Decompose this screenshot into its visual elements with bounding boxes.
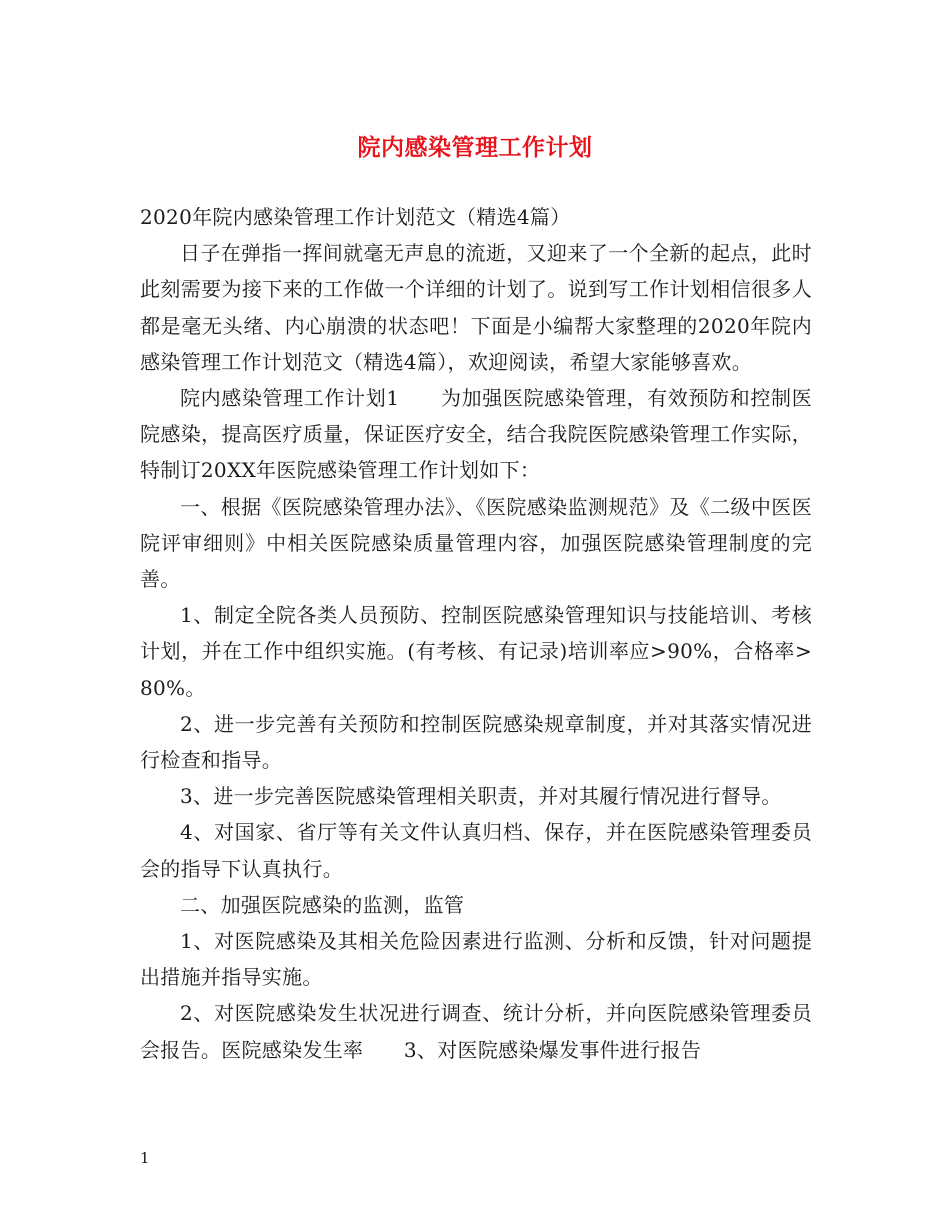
- document-body: [140, 199, 812, 1068]
- document-title: 院内感染管理工作计划: [357, 134, 593, 161]
- paragraph: 3、进一步完善医院感染管理相关职责，并对其履行情况进行督导。: [180, 784, 782, 809]
- paragraph: 院内感染管理工作计划1 为加强医院感染管理，有效预防和控制医院感染，提高医疗质量，保证医疗安全，结合我院医院感染管理工作实际，特制订20XX年医院感染管理工作计划如下：: [140, 386, 812, 483]
- paragraph: 2、进一步完善有关预防和控制医院感染规章制度，并对其落实情况进行检查和指导。: [140, 711, 812, 773]
- paragraph: 2、对医院感染发生状况进行调查、统计分析，并向医院感染管理委员会报告。医院感染发生率 3、对医院感染爆发事件进行报告: [140, 1001, 812, 1062]
- paragraph: 一、根据《医院感染管理办法》、《医院感染监测规范》及《二级中医医院评审细则》中相关医院感染质量管理内容，加强医院感染管理制度的完善。: [140, 494, 812, 592]
- document-subtitle: 2020年院内感染管理工作计划范文（精选4篇）: [140, 205, 571, 229]
- paragraph: 4、对国家、省厅等有关文件认真归档、保存，并在医院感染管理委员会的指导下认真执行。: [140, 820, 812, 881]
- page-number: 1: [140, 1149, 150, 1167]
- section-heading: 二、加强医院感染的监测，监管: [180, 892, 465, 917]
- paragraph: 日子在弹指一挥间就毫无声息的流逝，又迎来了一个全新的起点，此时此刻需要为接下来的工作做一个详细的计划了。说到写工作计划相信很多人都是毫无头绪、内心崩溃的状态吧！下面是小编帮大家整理的2020年院内感染管理工作计划范文（精选4篇），欢迎阅读，希望大家能够喜欢。: [140, 241, 812, 374]
- paragraph: 1、制定全院各类人员预防、控制医院感染管理知识与技能培训、考核计划，并在工作中组织实施。(有考核、有记录)培训率应>90%，合格率>80%。: [140, 603, 812, 700]
- paragraph: 1、对医院感染及其相关危险因素进行监测、分析和反馈，针对问题提出措施并指导实施。: [140, 929, 812, 990]
